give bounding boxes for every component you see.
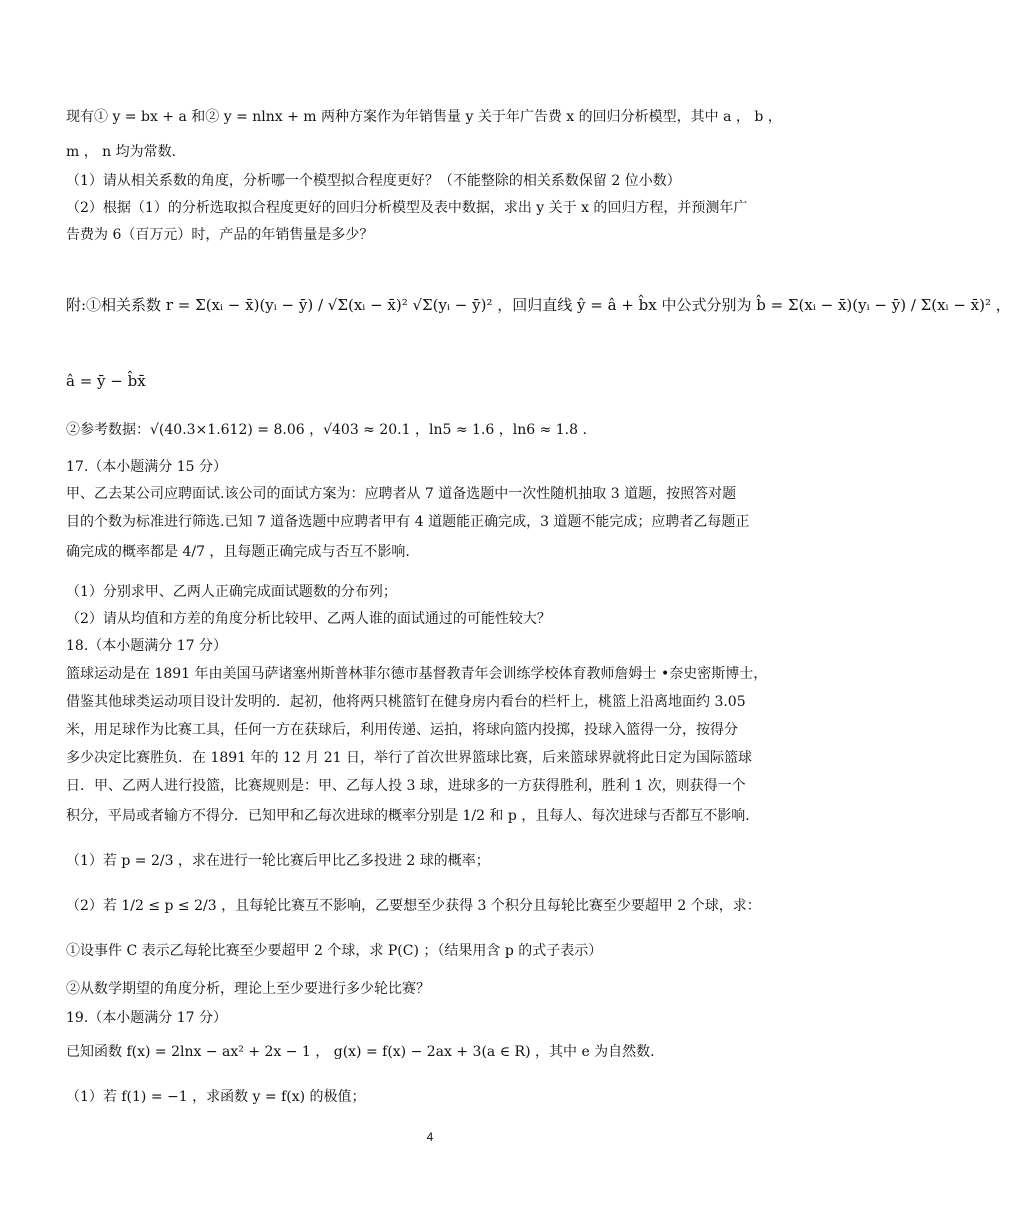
text-line-q19-function: 已知函数 f(x) = 2lnx − ax² + 2x − 1 ， g(x) = f(x) − 2ax + 3(a ∈ R) ，其中 e 为自然数. bbox=[66, 1044, 655, 1060]
text-line-q18-part1: （1）若 p = 2/3 ，求在进行一轮比赛后甲比乙多投进 2 球的概率； bbox=[66, 853, 490, 869]
text-line-q18-f: 积分，平局或者输方不得分．已知甲和乙每次进球的概率分别是 1/2 和 p ，且每人、每次进球与否都互不影响. bbox=[66, 808, 750, 824]
text-line-q18-e: 日．甲、乙两人进行投篮，比赛规则是：甲、乙每人投 3 球，进球多的一方获得胜利，胜利 1 次，则获得一个 bbox=[66, 778, 746, 794]
text-line-q18-a: 篮球运动是在 1891 年由美国马萨诸塞州斯普林菲尔德市基督教青年会训练学校体育教师詹姆士 •奈史密斯博士， bbox=[66, 666, 768, 682]
text-line-q18-part2-sub2: ②从数学期望的角度分析，理论上至少要进行多少轮比赛？ bbox=[66, 981, 430, 997]
text-line-q18-b: 借鉴其他球类运动项目设计发明的．起初，他将两只桃篮钉在健身房内看台的栏杆上，桃篮上沿离地面约 3.05 bbox=[66, 694, 746, 710]
formula-correlation-regression: 附:①相关系数 r = Σ(xᵢ − x̄)(yᵢ − ȳ) / √Σ(xᵢ − x̄)² √Σ(yᵢ − ȳ)² ，回归直线 ŷ = â + b̂x 中公式分别为 b̂ = Σ(xᵢ − x̄)(yᵢ − ȳ) / Σ(xᵢ − x̄)² ， bbox=[66, 296, 1011, 314]
text-line-q17-a: 甲、乙去某公司应聘面试.该公司的面试方案为：应聘者从 7 道备选题中一次性随机抽取 3 道题，按照答对题 bbox=[66, 486, 737, 502]
text-line-q18-c: 米，用足球作为比赛工具，任何一方在获球后，利用传递、运拍，将球向篮内投掷，投球入篮得一分，按得分 bbox=[66, 722, 738, 738]
text-line-q17-c: 确完成的概率都是 4/7 ，且每题正确完成与否互不影响. bbox=[66, 544, 410, 560]
text-line-model-options: 现有① y = bx + a 和② y = nlnx + m 两种方案作为年销售量 y 关于年广告费 x 的回归分析模型，其中 a ， b ， bbox=[66, 109, 782, 125]
text-line-q16-part1: （1）请从相关系数的角度，分析哪一个模型拟合程度更好？（不能整除的相关系数保留 2 位小数） bbox=[66, 173, 681, 189]
question-19-header: 19.（本小题满分 17 分） bbox=[66, 1010, 227, 1026]
formula-intercept: â = ȳ − b̂x̄ bbox=[66, 372, 146, 390]
question-17-header: 17.（本小题满分 15 分） bbox=[66, 459, 227, 475]
text-line-q19-part1: （1）若 f(1) = −1 ，求函数 y = f(x) 的极值； bbox=[66, 1089, 366, 1105]
text-line-q17-part2: （2）请从均值和方差的角度分析比较甲、乙两人谁的面试通过的可能性较大？ bbox=[66, 611, 551, 627]
text-line-q18-d: 多少决定比赛胜负．在 1891 年的 12 月 21 日，举行了首次世界篮球比赛，后来篮球界就将此日定为国际篮球 bbox=[66, 750, 752, 766]
question-18-header: 18.（本小题满分 17 分） bbox=[66, 638, 227, 654]
text-line-q18-part2: （2）若 1/2 ≤ p ≤ 2/3 ，且每轮比赛互不影响，乙要想至少获得 3 个积分且每轮比赛至少要超甲 2 个球，求： bbox=[66, 898, 761, 914]
text-line-reference-data: ②参考数据：√(40.3×1.612) = 8.06 ，√403 ≈ 20.1 ，ln5 ≈ 1.6 ，ln6 ≈ 1.8 . bbox=[66, 422, 587, 438]
text-line-constants: m ， n 均为常数. bbox=[66, 144, 177, 160]
page-number: 4 bbox=[426, 1130, 434, 1144]
text-line-q18-part2-sub1: ①设事件 C 表示乙每轮比赛至少要超甲 2 个球，求 P(C) ；（结果用含 p 的式子表示） bbox=[66, 943, 603, 959]
text-line-q17-b: 目的个数为标准进行筛选.已知 7 道备选题中应聘者甲有 4 道题能正确完成，3 道题不能完成；应聘者乙每题正 bbox=[66, 514, 750, 530]
text-line-q16-part2b: 告费为 6（百万元）时，产品的年销售量是多少？ bbox=[66, 227, 374, 243]
text-line-q16-part2a: （2）根据（1）的分析选取拟合程度更好的回归分析模型及表中数据，求出 y 关于 x 的回归方程，并预测年广 bbox=[66, 200, 748, 216]
text-line-q17-part1: （1）分别求甲、乙两人正确完成面试题数的分布列； bbox=[66, 584, 397, 600]
